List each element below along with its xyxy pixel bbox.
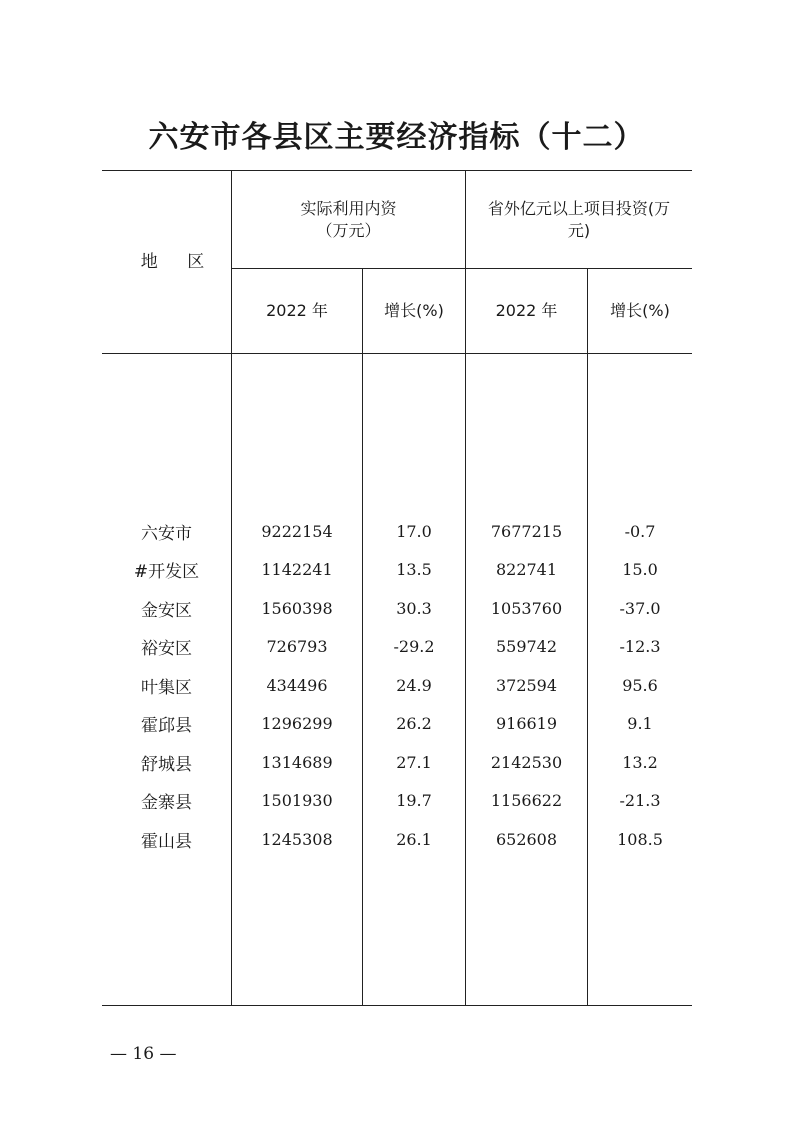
region-cell: 霍邱县 [141, 716, 192, 736]
domestic-capital-value: 1560398 [261, 598, 333, 618]
domestic-capital-value: 1245308 [261, 829, 333, 849]
domestic-capital-value: 1296299 [261, 714, 333, 733]
investment-value: 1156622 [490, 791, 563, 810]
region-column-header: 地 区 [140, 251, 217, 272]
investment-value: 916619 [495, 714, 558, 733]
investment-growth: -12.3 [619, 637, 661, 656]
investment-value: 2142530 [490, 752, 563, 772]
domestic-capital-growth: 27.1 [396, 752, 432, 772]
investment-growth: 13.2 [622, 752, 658, 772]
sub-header-growth-1: 增长(%) [384, 301, 444, 320]
domestic-capital-value: 1314689 [261, 752, 333, 772]
investment-growth: 15.0 [622, 560, 658, 579]
region-cell: 霍山县 [141, 831, 192, 852]
sub-header-year-1: 2022 年 [266, 301, 328, 320]
investment-growth: 95.6 [622, 675, 658, 695]
domestic-capital-value: 1501930 [261, 791, 333, 810]
page-title: 六安市各县区主要经济指标（十二） [148, 120, 645, 155]
investment-value: 559742 [495, 637, 558, 656]
domestic-capital-growth: 17.0 [396, 521, 432, 541]
domestic-capital-growth: 30.3 [396, 598, 432, 618]
region-cell: 裕安区 [141, 639, 192, 659]
domestic-capital-growth: 13.5 [396, 560, 432, 579]
investment-value: 652608 [495, 829, 558, 849]
header-bottom-rule [102, 353, 692, 354]
investment-growth: 108.5 [617, 829, 663, 849]
domestic-capital-growth: 26.2 [396, 714, 432, 733]
domestic-capital-value: 726793 [266, 637, 328, 656]
investment-value: 372594 [495, 675, 558, 695]
investment-growth: -21.3 [619, 791, 661, 810]
domestic-capital-value: 1142241 [261, 560, 333, 579]
table-bottom-rule [102, 1005, 692, 1006]
domestic-capital-value: 9222154 [261, 521, 333, 541]
group-header-domestic-capital: 实际利用内资 （万元） [300, 198, 397, 240]
sub-header-growth-2: 增长(%) [610, 301, 670, 320]
domestic-capital-value: 434496 [266, 675, 328, 695]
investment-value: 7677215 [490, 521, 563, 541]
domestic-capital-growth: 24.9 [396, 675, 432, 695]
investment-growth: -37.0 [619, 598, 661, 618]
region-cell: #开发区 [133, 562, 200, 582]
investment-growth: 9.1 [627, 714, 653, 733]
region-cell: 叶集区 [141, 677, 192, 698]
investment-value: 822741 [495, 560, 558, 579]
page-number: — 16 — [110, 1044, 177, 1064]
domestic-capital-growth: -29.2 [393, 637, 435, 656]
domestic-capital-growth: 26.1 [396, 829, 432, 849]
region-cell: 金寨县 [141, 793, 192, 813]
group-header-outside-province-investment: 省外亿元以上项目投资(万 元) [487, 198, 671, 240]
region-cell: 舒城县 [141, 754, 192, 775]
domestic-capital-growth: 19.7 [396, 791, 432, 810]
investment-growth: -0.7 [624, 521, 656, 541]
region-cell: 金安区 [141, 600, 192, 621]
sub-header-year-2: 2022 年 [495, 301, 558, 320]
investment-value: 1053760 [490, 598, 563, 618]
region-cell: 六安市 [141, 523, 192, 544]
